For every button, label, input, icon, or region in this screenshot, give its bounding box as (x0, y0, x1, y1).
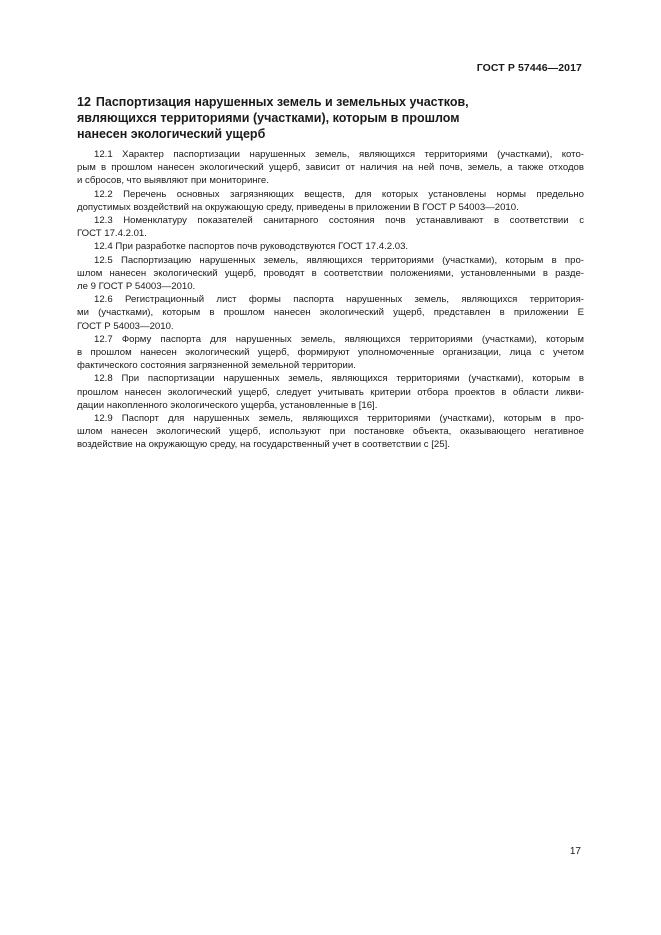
paragraph-line: допустимых воздействий на окружающую среду, приведены в приложении В ГОСТ Р 54003—2010. (77, 201, 519, 213)
paragraph-line: ГОСТ Р 54003—2010. (77, 320, 174, 332)
paragraph-line: прошлом нанесен экологический ущерб, следует учитывать критерии отбора проектов в области ликви- (77, 386, 584, 398)
paragraph-line: 12.3 Номенклатуру показателей санитарного состояния почв устанавливают в соответствии с (94, 215, 584, 227)
section-number: 12 (77, 95, 91, 109)
paragraph (77, 214, 584, 240)
section-title-line: являющихся территориями (участками), которым в прошлом (77, 111, 460, 125)
paragraph-line: дации накопленного экологического ущерба, установленные в [16]. (77, 399, 378, 411)
paragraph-line: 12.6 Регистрационный лист формы паспорта нарушенных земель, являющихся территория- (94, 294, 584, 306)
paragraph (77, 372, 584, 412)
paragraph (77, 254, 584, 294)
section-title-line: нанесен экологический ущерб (77, 127, 266, 141)
page-number: 17 (569, 846, 581, 857)
paragraph (77, 148, 584, 188)
section-body (77, 148, 584, 452)
paragraph-line: в прошлом нанесен экологический ущерб, формируют уполномоченные организации, лица с учетом (77, 347, 584, 359)
paragraph (77, 293, 584, 333)
paragraph-line: ГОСТ 17.4.2.01. (77, 228, 147, 240)
paragraph-line: 12.8 При паспортизации нарушенных земель, являющихся территориями (участками), которым в (94, 373, 584, 385)
paragraph-line: и сбросов, что выявляют при мониторинге. (77, 175, 269, 187)
paragraph-line: 12.1 Характер паспортизации нарушенных земель, являющихся территориями (участками), кото- (94, 149, 584, 160)
paragraph (77, 333, 584, 373)
paragraph-line: шлом нанесен экологический ущерб, используют при постановке объекта, оказывающего негативное (77, 426, 584, 438)
paragraph-line: 12.5 Паспортизацию нарушенных земель, являющихся территориями (участками), которым в про- (94, 254, 584, 266)
paragraph-line: фактического состояния загрязненной земельной территории. (77, 360, 356, 372)
paragraph-line: 12.4 При разработке паспортов почв руководствуются ГОСТ 17.4.2.03. (94, 241, 409, 253)
paragraph-line: ле 9 ГОСТ Р 54003—2010. (77, 281, 196, 293)
paragraph-line: шлом нанесен экологический ущерб, проводят в соответствии положениями, установленными в разде- (77, 267, 584, 279)
paragraph-line: рым в прошлом нанесен экологический ущерб, зависит от наличия на ней почв, земель, а также отходов (77, 162, 584, 174)
paragraph-line: 12.7 Форму паспорта для нарушенных земель, являющихся территориями (участками), которым (94, 333, 584, 345)
paragraph (77, 240, 584, 253)
paragraph-line: 12.2 Перечень основных загрязняющих веществ, для которых установлены нормы предельно (94, 188, 584, 200)
paragraph-line: воздействие на окружающую среду, на государственный учет в соответствии с [25]. (77, 439, 450, 451)
section-title-line (77, 94, 577, 110)
paragraph-line: ми (участками), которым в прошлом нанесен экологический ущерб, представлен в приложении Е (77, 307, 584, 319)
section-title (77, 94, 577, 142)
paragraph (77, 412, 584, 452)
section-title-text: Паспортизация нарушенных земель и земельных участков, (95, 95, 469, 109)
document-standard-header: ГОСТ Р 57446—2017 (476, 62, 582, 74)
paragraph (77, 188, 584, 214)
paragraph-line: 12.9 Паспорт для нарушенных земель, являющихся территориями (участками), которым в про- (94, 413, 584, 425)
